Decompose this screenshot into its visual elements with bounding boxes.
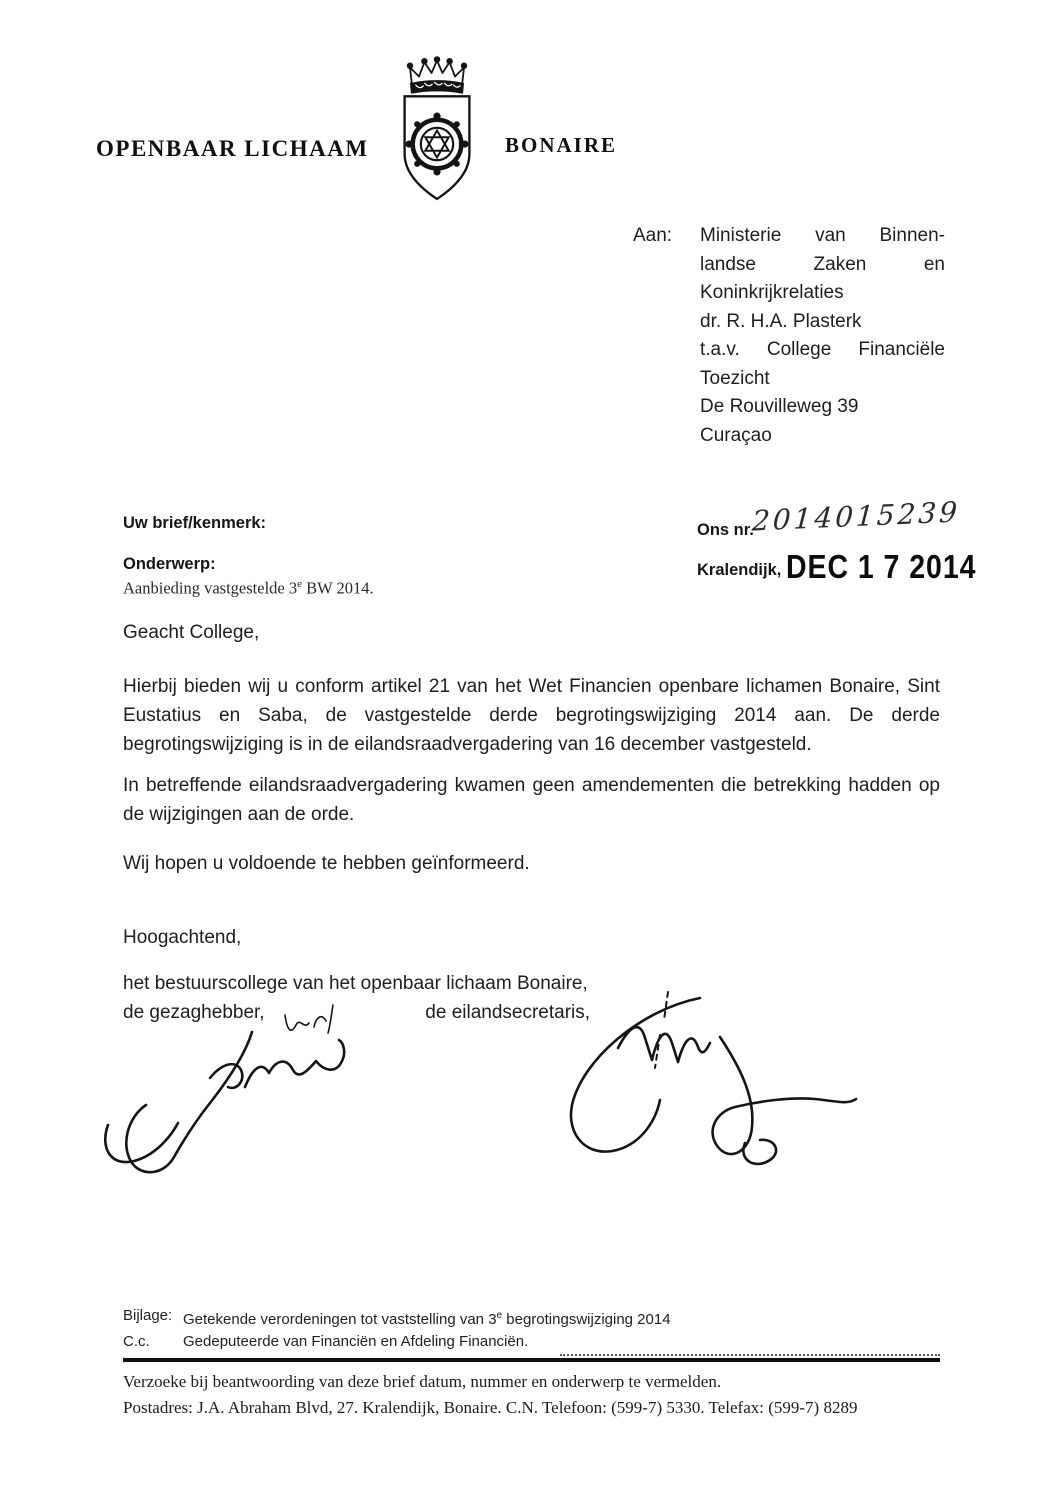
recipient-line: dr. R. H.A. Plasterk (700, 310, 862, 332)
recipient-label: Aan: (633, 225, 673, 246)
footer-block (123, 1369, 953, 1421)
cc-label: C.c. (123, 1333, 150, 1350)
subject-value-pre: Aanbieding vastgestelde 3 (123, 578, 298, 598)
body-paragraph: Wij hopen u voldoende te hebben geïnformeerd. (123, 853, 530, 874)
subject-value-post: BW 2014. (302, 578, 374, 598)
cc-row (123, 1331, 671, 1353)
bonaire-crest-icon (392, 56, 482, 206)
recipient-line: Toezicht (700, 367, 770, 389)
footer-line-1: Verzoeke bij beantwoording van deze brief datum, nummer en onderwerp te vermelden. (123, 1372, 722, 1391)
recipient-line: Curaçao (700, 424, 772, 446)
org-name-right: BONAIRE (505, 133, 618, 157)
recipient-line: De Rouvilleweg 39 (700, 396, 859, 417)
signer-left-title: de gezaghebber, (123, 1002, 265, 1023)
signature-right-mm (618, 1027, 710, 1062)
bijlage-value-post: begrotingswijziging 2014 (502, 1311, 671, 1328)
recipient-address (633, 222, 945, 450)
footer-rule (123, 1358, 940, 1362)
closing-word: Hoogachtend, (123, 927, 242, 948)
signature-left-sweep (105, 1123, 178, 1162)
signature-right-c (571, 998, 700, 1152)
place-label: Kralendijk, (697, 561, 782, 579)
signature-org-line: het bestuurscollege van het openbaar lichaam Bonaire, (123, 973, 588, 994)
subject-value (123, 578, 374, 599)
cc-value: Gedeputeerde van Financiën en Afdeling Financiën. (183, 1333, 529, 1350)
your-reference-label: Uw brief/kenmerk: (123, 514, 267, 532)
gezaghebber-wnd-scribble (285, 1005, 333, 1033)
salutation: Geacht College, (123, 622, 260, 643)
recipient-line: Ministerie van Binnen- (700, 225, 945, 246)
body-paragraph: In betreffende eilandsraadvergadering kwamen geen amendementen die betrekking hadden op de wijzigingen aan de orde. (123, 775, 940, 825)
recipient-line: Koninkrijkrelaties (700, 282, 844, 303)
annex-block (123, 1305, 671, 1353)
date-stamp: DEC 1 7 2014 (786, 549, 977, 586)
body-paragraph: Hierbij bieden wij u conform artikel 21 van het Wet Financien openbare lichamen Bonaire, Sint Eustatius en Saba, de vastgestelde derde begrotingswijziging 2014 aan. De derde begrotingswijziging is in de eilandsraadvergadering van 16 december vastgesteld. (123, 676, 940, 755)
bijlage-row (123, 1305, 671, 1331)
signature-right-dashes (655, 992, 668, 1068)
subject-label: Onderwerp: (123, 555, 216, 573)
footer-line-2: Postadres: J.A. Abraham Blvd, 27. Kralendijk, Bonaire. C.N. Telefoon: (599-7) 5330. Telefax: (599-7) 8289 (123, 1398, 858, 1417)
letter-body (123, 618, 940, 1027)
org-name-left: OPENBAAR LICHAAM (96, 136, 369, 161)
bijlage-label: Bijlage: (123, 1307, 173, 1324)
bijlage-value-pre: Getekende verordeningen tot vaststelling van 3 (183, 1311, 497, 1328)
recipient-line: landse Zaken en (700, 253, 945, 275)
our-number-handwritten-value: 2014015239 (751, 495, 962, 538)
bijlage-value-sup: e (496, 1310, 503, 1321)
our-number-label: Ons nr. (697, 521, 754, 539)
footer-dotted-rule (560, 1354, 940, 1356)
signature-left-letters (210, 1040, 344, 1088)
signatures-handwriting (90, 975, 880, 1190)
signature-right-tail (713, 1037, 856, 1154)
subject-value-sup: e (297, 578, 303, 590)
signature-left-stroke (126, 1032, 252, 1172)
recipient-line: t.a.v. College Financiële (700, 339, 945, 360)
bijlage-value (183, 1305, 671, 1331)
signer-right-title: de eilandsecretaris, (425, 1002, 591, 1023)
recipient-lines (700, 222, 945, 450)
